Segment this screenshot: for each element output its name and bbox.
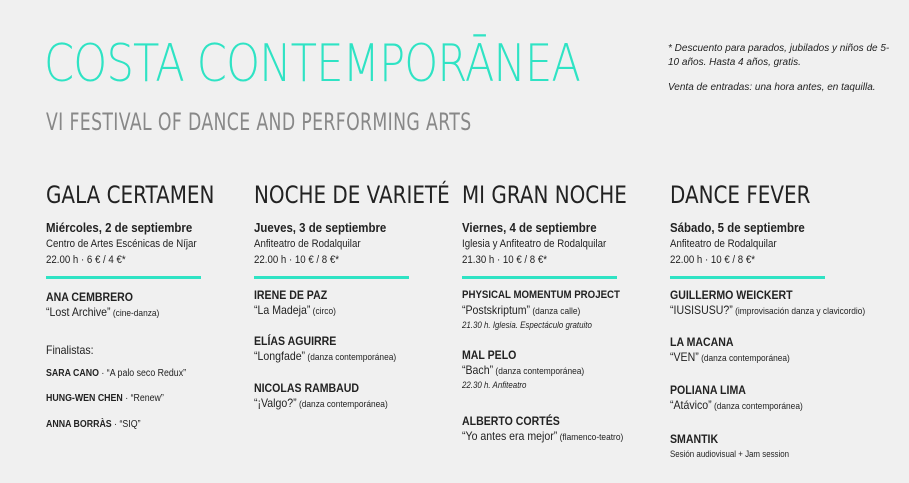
work-name: “IUSISUSU?” xyxy=(670,303,733,317)
column-mi-gran-noche xyxy=(462,180,667,443)
work-title xyxy=(254,349,396,365)
performance-note: 22.30 h. Anfiteatro xyxy=(462,380,527,390)
work-name: “Bach” xyxy=(462,363,494,377)
finalist-entry xyxy=(46,393,164,404)
accent-divider xyxy=(462,276,617,279)
finalist-name: SARA CANO xyxy=(46,368,99,379)
event-date: Miércoles, 2 de septiembre xyxy=(46,220,193,235)
column-noche-de-variete xyxy=(254,180,459,410)
work-genre: (danza contemporánea) xyxy=(711,401,803,412)
work-name: “La Madeja” xyxy=(254,303,311,317)
work-name: “Postskriptum” xyxy=(462,303,531,317)
performance-note: 21.30 h. Iglesia. Espectáculo gratuito xyxy=(462,320,592,330)
event-venue: Anfiteatro de Rodalquilar xyxy=(254,238,361,250)
column-title: GALA CERTAMEN xyxy=(46,181,215,209)
event-date: Sábado, 5 de septiembre xyxy=(670,220,805,235)
performer-entry xyxy=(462,348,601,391)
performer-name: ELÍAS AGUIRRE xyxy=(254,334,337,348)
column-gala-certamen xyxy=(46,180,246,430)
finalist-name: ANNA BORRÀS xyxy=(46,419,112,430)
finalist-work: · “SIQ” xyxy=(111,419,141,430)
work-title xyxy=(254,396,388,412)
performer-entry xyxy=(670,432,805,462)
event-price: 22.00 h · 10 € / 8 €* xyxy=(254,254,340,266)
performer-entry xyxy=(254,288,347,319)
work-title xyxy=(462,429,623,445)
work-genre: (flamenco-teatro) xyxy=(557,432,624,443)
work-name: “Atávico” xyxy=(670,398,712,412)
work-title xyxy=(462,363,584,379)
event-venue: Centro de Artes Escénicas de Níjar xyxy=(46,238,197,250)
ticket-notes xyxy=(668,42,900,95)
finalist-work: · “A palo seco Redux” xyxy=(98,368,187,379)
performer-name: GUILLERMO WEICKERT xyxy=(670,288,793,302)
work-genre: (danza contemporánea) xyxy=(305,352,397,363)
performer-entry xyxy=(462,414,645,445)
discount-note: * Descuento para parados, jubilados y niños de 5-10 años. Hasta 4 años, gratis. xyxy=(668,43,890,68)
event-date: Viernes, 4 de septiembre xyxy=(462,220,597,235)
column-title: NOCHE DE VARIETÉ xyxy=(254,181,450,209)
performer-name: LA MACANA xyxy=(670,335,734,349)
work-genre: (improvisación danza y clavicordio) xyxy=(732,306,866,317)
column-title: MI GRAN NOCHE xyxy=(462,181,627,209)
event-venue: Iglesia y Anfiteatro de Rodalquilar xyxy=(462,238,607,250)
work-genre: (circo) xyxy=(310,306,336,317)
work-title xyxy=(462,303,620,319)
accent-divider xyxy=(670,276,825,279)
performer-name: PHYSICAL MOMENTUM PROJECT xyxy=(462,289,620,301)
festival-subtitle: VI FESTIVAL OF DANCE AND PERFORMING ARTS xyxy=(46,108,472,136)
work-title: Sesión audiovisual + Jam session xyxy=(670,449,790,459)
performer-entry xyxy=(670,335,806,366)
finalists-label: Finalistas: xyxy=(46,343,94,357)
performer-name: SMANTIK xyxy=(670,432,719,446)
work-name: “Longfade” xyxy=(254,349,306,363)
event-price: 22.00 h · 6 € / 4 €* xyxy=(46,254,126,266)
finalist-work: · “Renew” xyxy=(122,393,164,404)
work-title xyxy=(46,305,159,321)
work-genre: (danza calle) xyxy=(530,306,581,317)
work-title xyxy=(254,303,336,319)
event-price: 21.30 h · 10 € / 8 €* xyxy=(462,254,548,266)
event-price: 22.00 h · 10 € / 8 €* xyxy=(670,254,756,266)
work-genre: (cine-danza) xyxy=(110,308,160,319)
performer-name: POLIANA LIMA xyxy=(670,383,746,397)
work-genre: (danza contemporánea) xyxy=(296,399,388,410)
work-genre: (danza contemporánea) xyxy=(698,353,790,364)
column-dance-fever xyxy=(670,180,905,459)
work-name: “¡Valgo?” xyxy=(254,396,297,410)
finalist-name: HUNG-WEN CHEN xyxy=(46,393,123,404)
performer-name: ANA CEMBRERO xyxy=(46,290,134,304)
work-title xyxy=(670,398,803,414)
festival-title: COSTA CONTEMPORĀNEA xyxy=(44,34,581,94)
finalist-entry xyxy=(46,368,186,379)
work-title xyxy=(670,350,790,366)
accent-divider xyxy=(254,276,409,279)
performer-name: ALBERTO CORTÉS xyxy=(462,414,560,428)
work-name: “VEN” xyxy=(670,350,699,364)
column-title: DANCE FEVER xyxy=(670,181,811,209)
performer-entry xyxy=(254,334,416,365)
performer-entry xyxy=(670,383,821,414)
performer-entry xyxy=(46,290,175,321)
accent-divider xyxy=(46,276,201,279)
performer-name: MAL PELO xyxy=(462,348,517,362)
performer-entry xyxy=(462,288,641,331)
ticket-sales-note: Venta de entradas: una hora antes, en taquilla. xyxy=(668,82,876,93)
performer-entry xyxy=(670,288,892,319)
performer-name: IRENE DE PAZ xyxy=(254,288,328,302)
work-name: “Yo antes era mejor” xyxy=(462,429,558,443)
performer-entry xyxy=(254,381,406,412)
performer-name: NICOLAS RAMBAUD xyxy=(254,381,360,395)
event-venue: Anfiteatro de Rodalquilar xyxy=(670,238,777,250)
work-name: “Lost Archive” xyxy=(46,305,111,319)
finalist-entry xyxy=(46,419,141,430)
work-genre: (danza contemporánea) xyxy=(493,366,585,377)
event-date: Jueves, 3 de septiembre xyxy=(254,220,387,235)
work-title xyxy=(670,303,865,319)
